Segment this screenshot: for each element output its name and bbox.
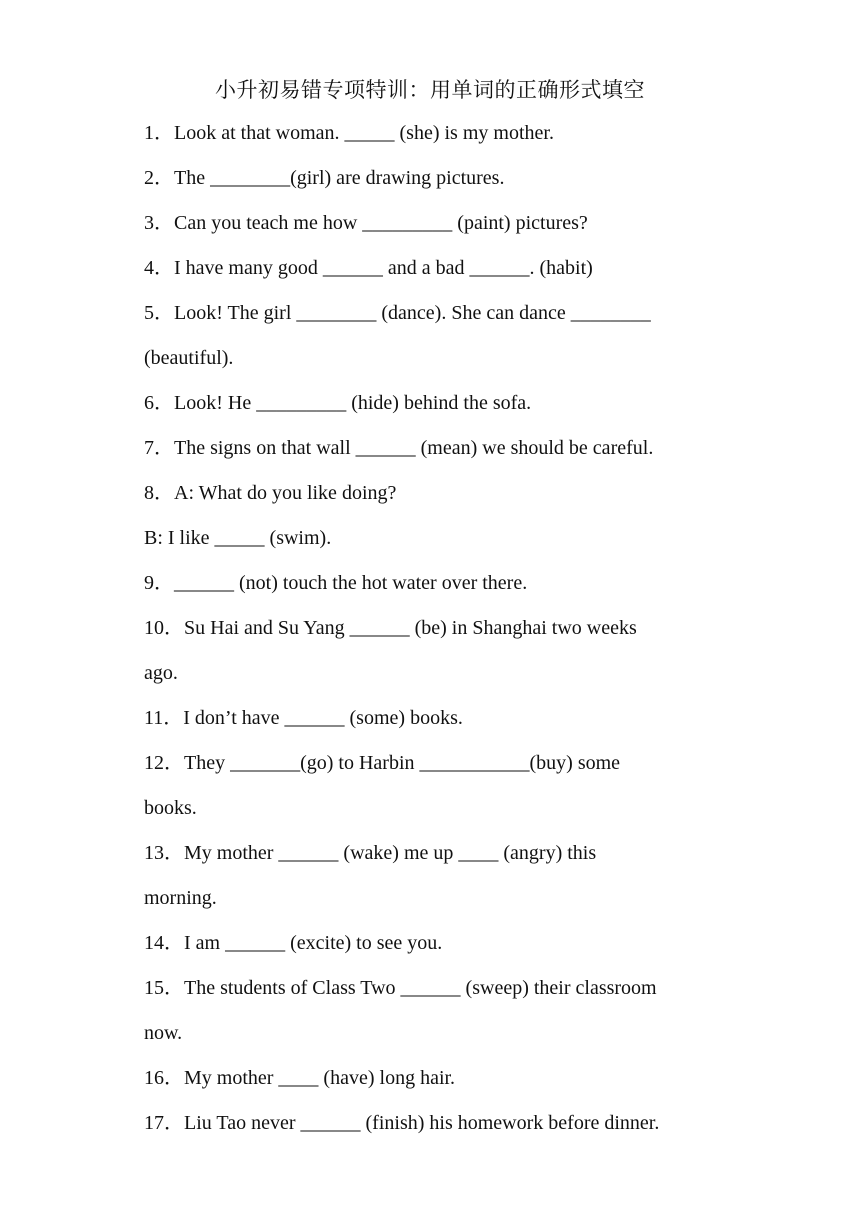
exercise-line-12: 12．They _______(go) to Harbin ___________(buy) some: [144, 752, 621, 774]
exercise-line-2: 2．The ________(girl) are drawing pictures.: [144, 167, 505, 189]
exercise-line-7: 7．The signs on that wall ______ (mean) we should be careful.: [144, 437, 654, 459]
exercise-line-13-cont: morning.: [144, 887, 217, 909]
exercise-list: [144, 116, 724, 1151]
exercise-line-15: 15．The students of Class Two ______ (sweep) their classroom: [144, 977, 657, 999]
exercise-line-3: 3．Can you teach me how _________ (paint) pictures?: [144, 212, 588, 234]
exercise-line-9: 9．______ (not) touch the hot water over there.: [144, 572, 528, 594]
exercise-line-12-cont: books.: [144, 797, 197, 819]
exercise-line-10: 10．Su Hai and Su Yang ______ (be) in Shanghai two weeks: [144, 617, 637, 639]
exercise-line-10-cont: ago.: [144, 662, 178, 684]
exercise-line-8a: 8．A: What do you like doing?: [144, 482, 397, 504]
exercise-line-11: 11．I don’t have ______ (some) books.: [144, 707, 463, 729]
exercise-line-1: 1．Look at that woman. _____ (she) is my mother.: [144, 122, 554, 144]
exercise-line-5: 5．Look! The girl ________ (dance). She can dance ________: [144, 302, 651, 324]
exercise-line-8b: B: I like _____ (swim).: [144, 527, 332, 549]
exercise-line-4: 4．I have many good ______ and a bad ______. (habit): [144, 257, 593, 279]
page-title: 小升初易错专项特训：用单词的正确形式填空: [215, 78, 645, 102]
exercise-line-16: 16．My mother ____ (have) long hair.: [144, 1067, 456, 1089]
exercise-line-13: 13．My mother ______ (wake) me up ____ (angry) this: [144, 842, 597, 864]
exercise-line-6: 6．Look! He _________ (hide) behind the sofa.: [144, 392, 532, 414]
exercise-line-5-cont: (beautiful).: [144, 347, 234, 369]
exercise-line-15-cont: now.: [144, 1022, 183, 1044]
exercise-line-17: 17．Liu Tao never ______ (finish) his homework before dinner.: [144, 1112, 660, 1134]
exercise-line-14: 14．I am ______ (excite) to see you.: [144, 932, 443, 954]
